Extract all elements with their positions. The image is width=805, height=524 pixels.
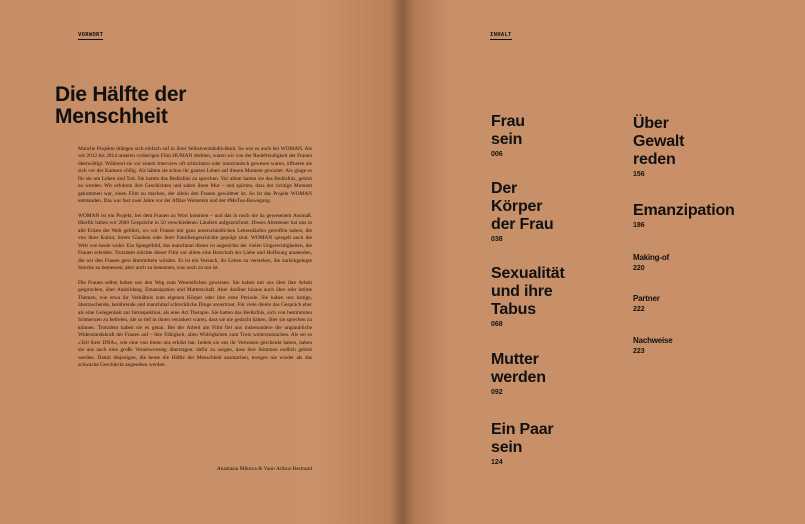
- toc-line: Nachweise: [633, 336, 673, 345]
- toc-entry-paar[interactable]: [491, 421, 553, 466]
- toc-entry-partner[interactable]: [633, 294, 660, 313]
- right-page: [402, 0, 805, 524]
- toc-page-number: 068: [491, 321, 503, 328]
- toc-line: Ein Paar: [491, 421, 554, 438]
- paragraph-3: Die Frauen selbst haben uns den Weg zum Wesentlichen gewiesen. Sie haben mit uns über ihre Arbeit gesprochen, über Ausbildung, Emanzipation und Mutterschaft. Aber darüber hinaus auch über sehr intime Themen, wie etwa ihr Verhältnis zum eigenen Körper oder ihre erste Periode. Sie haben uns lustige, überraschende, berührende und manchmal schreckliche Dinge anvertraut. Für viele diente das Gespräch eher als eine Gelegenheit zur Introspektion, als eine Art Therapie. Sie hatten das Bedürfnis, sich von bestimmten Schmerzen zu befreien, die so tief in ihnen verankert waren, dass sie nie gedacht hätten, über sie sprechen zu können. Trotzdem haben sie es getan. Bei der Arbeit am Film fiel uns insbesondere die unglaubliche Widerstandskraft der Frauen auf – ihre Fähigkeit, allen Widrigkeiten zum Trotz weiterzumachen. Als sei es »Teil ihrer DNA«, wie eine von ihnen uns erklärt hat. Indem sie uns ihr Vertrauen geschenkt haben, haben sie uns auch eine große Verantwortung übertragen: dafür zu sorgen, dass ihre Stimmen endlich gehört werden. Damit diejenigen, die heute die Hälfte der Menschheit ausmachen, morgen nie wieder als das schwache Geschlecht angesehen werden.: [78, 280, 312, 369]
- toc-line: Sexualität: [491, 265, 565, 282]
- toc-page-number: 124: [491, 459, 503, 466]
- toc-line: Making-of: [633, 253, 669, 262]
- toc-line: sein: [491, 439, 523, 456]
- toc-entry-gewalt[interactable]: [633, 115, 684, 178]
- toc-page-number: 186: [633, 222, 645, 229]
- toc-line: Tabus: [491, 301, 536, 318]
- toc-page-number: 223: [633, 348, 645, 355]
- toc-line: Körper: [491, 198, 543, 215]
- toc-line: Der: [491, 180, 518, 197]
- paragraph-1: Manche Projekte drängen sich einfach auf in ihrer Selbstverständlichkeit. So war es auch bei WOMAN. Als wir 2012 bis 2014 unseren vorherigen Film HUMAN drehten, waren wir von der Redefreudigkeit der Frauen überwältigt. Während sie vor einem Interview oft schüchtern oder misstrauisch gewesen waren, öffneten sie sich vor der Kamera völlig. Als hätten sie schon ihr ganzes Leben auf diesen Moment gewartet. Als ginge es für sie um Leben und Tod. Sie hatten das Bedürfnis zu sprechen. Vor allem hatten sie das Bedürfnis, gehört zu werden. Wir erfuhren ihre Geschichten und sahen ihren Mut – und spürten, dass der richtige Moment gekommen war, einen Film zu machen, der allein den Frauen gewidmet ist. So ist das Projekt WOMAN entstanden. Das war fast zwei Jahre vor der Affäre Weinstein und der #MeToo-Bewegung.: [78, 146, 312, 205]
- toc-line: sein: [491, 131, 523, 148]
- section-tag-inhalt: INHALT: [490, 32, 512, 38]
- signature: Anastasia Mikova & Yann Arthus-Bertrand: [216, 466, 312, 472]
- page-title: [55, 84, 315, 128]
- toc-page-number: 156: [633, 171, 645, 178]
- toc-line: Über: [633, 115, 669, 132]
- title-line-1: Die Hälfte der: [55, 83, 187, 106]
- toc-entry-sexualitaet[interactable]: [491, 265, 565, 328]
- title-line-2: Menschheit: [55, 105, 168, 128]
- toc-line: und ihre: [491, 283, 553, 300]
- toc-page-number: 006: [491, 151, 503, 158]
- foreword-body: [78, 146, 312, 377]
- toc-entry-mutter[interactable]: [491, 351, 546, 396]
- toc-entry-emanzipation[interactable]: [633, 202, 735, 229]
- section-tag-vorwort: VORWORT: [78, 32, 104, 38]
- toc-line: der Frau: [491, 216, 554, 233]
- toc-line: reden: [633, 151, 676, 168]
- toc-page-number: 220: [633, 265, 645, 272]
- toc-line: Emanzipation: [633, 202, 735, 219]
- toc-page-number: 222: [633, 306, 645, 313]
- toc-page-number: 038: [491, 236, 503, 243]
- toc-line: Gewalt: [633, 133, 685, 150]
- toc-line: Mutter: [491, 351, 539, 368]
- toc-entry-koerper[interactable]: [491, 180, 553, 243]
- toc-entry-nachweise[interactable]: [633, 336, 673, 355]
- toc-entry-frau-sein[interactable]: [491, 113, 525, 158]
- toc-line: werden: [491, 369, 546, 386]
- toc-line: Partner: [633, 294, 660, 303]
- toc-entry-making-of[interactable]: [633, 253, 669, 272]
- toc-page-number: 092: [491, 389, 503, 396]
- paragraph-2: WOMAN ist ein Projekt, bei dem Frauen zu Wort kommen – und das in noch nie da gewesenem Ausmaß. Hierfür haben wir 2000 Gespräche in 50 verschiedenen Ländern aufgezeichnet. Dieses Abenteuer hat uns in alle Ecken der Welt geführt, wo wir Frauen mit ganz unterschiedlichen Lebensläufen getroffen haben, die von ihrer Kultur, ihrem Glauben oder ihrer Familiengeschichte geprägt sind. WOMAN spiegelt auch die Welt von heute wider. Ein Spiegelbild, das manchmal düster ist angesichts der vielen Ungerechtigkeiten, die Frauen erleiden. Trotzdem möchte dieser Film vor allem eine Botschaft der Liebe und Hoffnung aussenden, die wir den Frauen gern übermitteln würden. Er ist ein Versuch, ihr Leben zu verstehen, die zurückgelegte Strecke zu bemessen, aber auch zu benennen, was noch zu tun ist.: [78, 213, 312, 272]
- toc-line: Frau: [491, 113, 525, 130]
